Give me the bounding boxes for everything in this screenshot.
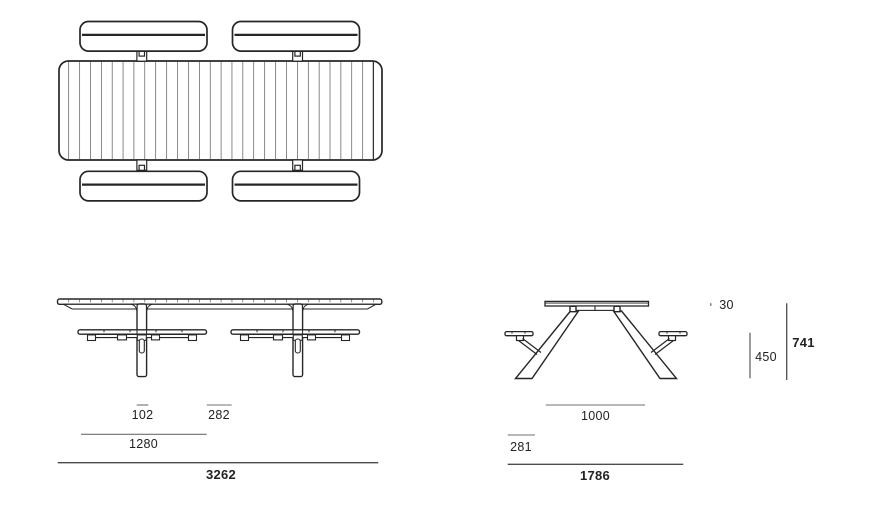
front-view	[58, 299, 382, 377]
dim-label-seat-height: 450	[755, 350, 777, 364]
side-view	[505, 301, 687, 378]
top-bracket-side	[570, 306, 620, 312]
dim-label-seat-depth: 281	[510, 439, 532, 454]
dimension-lines	[58, 303, 787, 464]
dim-label-table-height: 741	[792, 335, 815, 350]
tabletop-side	[545, 301, 649, 306]
tabletop-slats-plan	[68, 62, 375, 159]
dim-label-overall-length: 3262	[205, 466, 237, 482]
dim-label-bench-length: 1280	[128, 437, 159, 452]
benches-side	[505, 332, 687, 355]
tabletop-underrail-front	[64, 304, 376, 309]
dim-label-slat-width: 102	[131, 407, 154, 422]
dim-label-overall-width: 1786	[579, 468, 611, 484]
plan-view	[59, 22, 382, 201]
bench-seats-front	[78, 330, 360, 334]
leg-slots-front	[139, 339, 300, 353]
bench-top-left	[80, 22, 207, 52]
dim-label-tabletop-width: 1000	[580, 408, 611, 423]
legs-side	[516, 311, 677, 379]
dim-label-tabletop-thickness: 30	[719, 298, 734, 313]
bench-top-right	[233, 22, 360, 52]
bench-bottom-left	[80, 171, 207, 201]
bench-bottom-right	[233, 171, 360, 201]
bench-subframes-front	[88, 334, 350, 340]
dim-label-bench-gap: 282	[208, 407, 230, 422]
